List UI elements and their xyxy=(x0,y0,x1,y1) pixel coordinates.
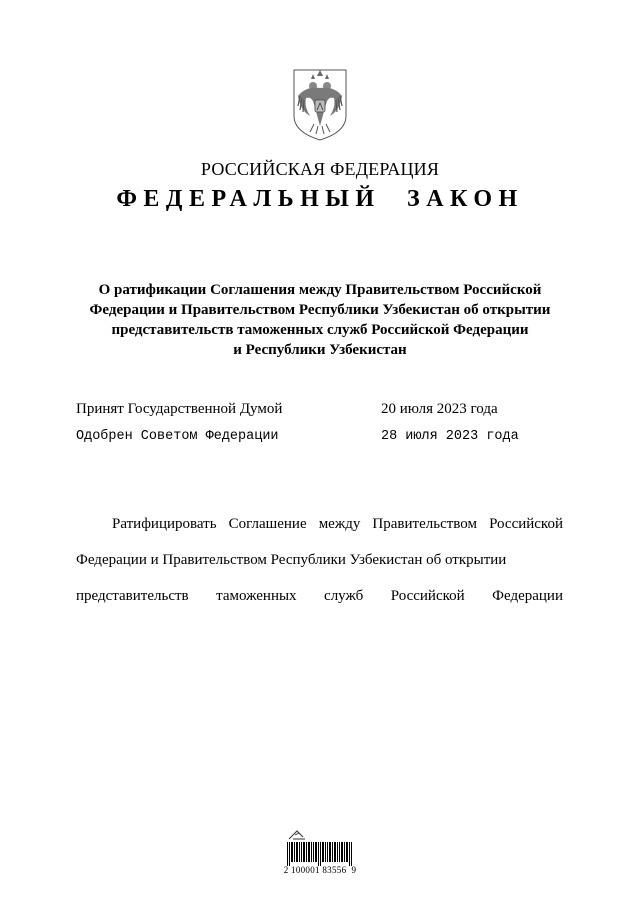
law-title-line: Федерации и Правительством Республики Узбекистан об открытии xyxy=(89,302,551,318)
law-title-line: представительств таможенных служб Российской Федерации xyxy=(111,322,529,338)
barcode-icon xyxy=(287,842,353,866)
country-heading: РОССИЙСКАЯ ФЕДЕРАЦИЯ xyxy=(200,159,440,179)
law-body xyxy=(76,506,563,614)
council-approval-label: Одобрен Советом Федерации xyxy=(76,429,279,444)
duma-adoption-date: 20 июля 2023 года xyxy=(381,401,498,417)
law-body-last-line: представительств таможенных служб Российской Федерации xyxy=(76,588,563,604)
law-title xyxy=(60,280,580,360)
document-type-heading: ФЕДЕРАЛЬНЫЙ ЗАКОН xyxy=(116,186,524,212)
barcode-logo-icon xyxy=(287,829,307,841)
council-approval-date: 28 июля 2023 года xyxy=(381,429,519,444)
law-title-line: и Республики Узбекистан xyxy=(233,342,407,358)
barcode-number: 2 100001 83556 9 xyxy=(283,865,357,875)
russian-coat-of-arms-icon xyxy=(288,66,352,142)
duma-adoption-label: Принят Государственной Думой xyxy=(76,401,283,417)
law-title-line: О ратификации Соглашения между Правительством Российской xyxy=(98,282,542,298)
law-body-paragraph: Ратифицировать Соглашение между Правительством Российской Федерации и Правительством Республики Узбекистан об открытии xyxy=(76,516,563,568)
